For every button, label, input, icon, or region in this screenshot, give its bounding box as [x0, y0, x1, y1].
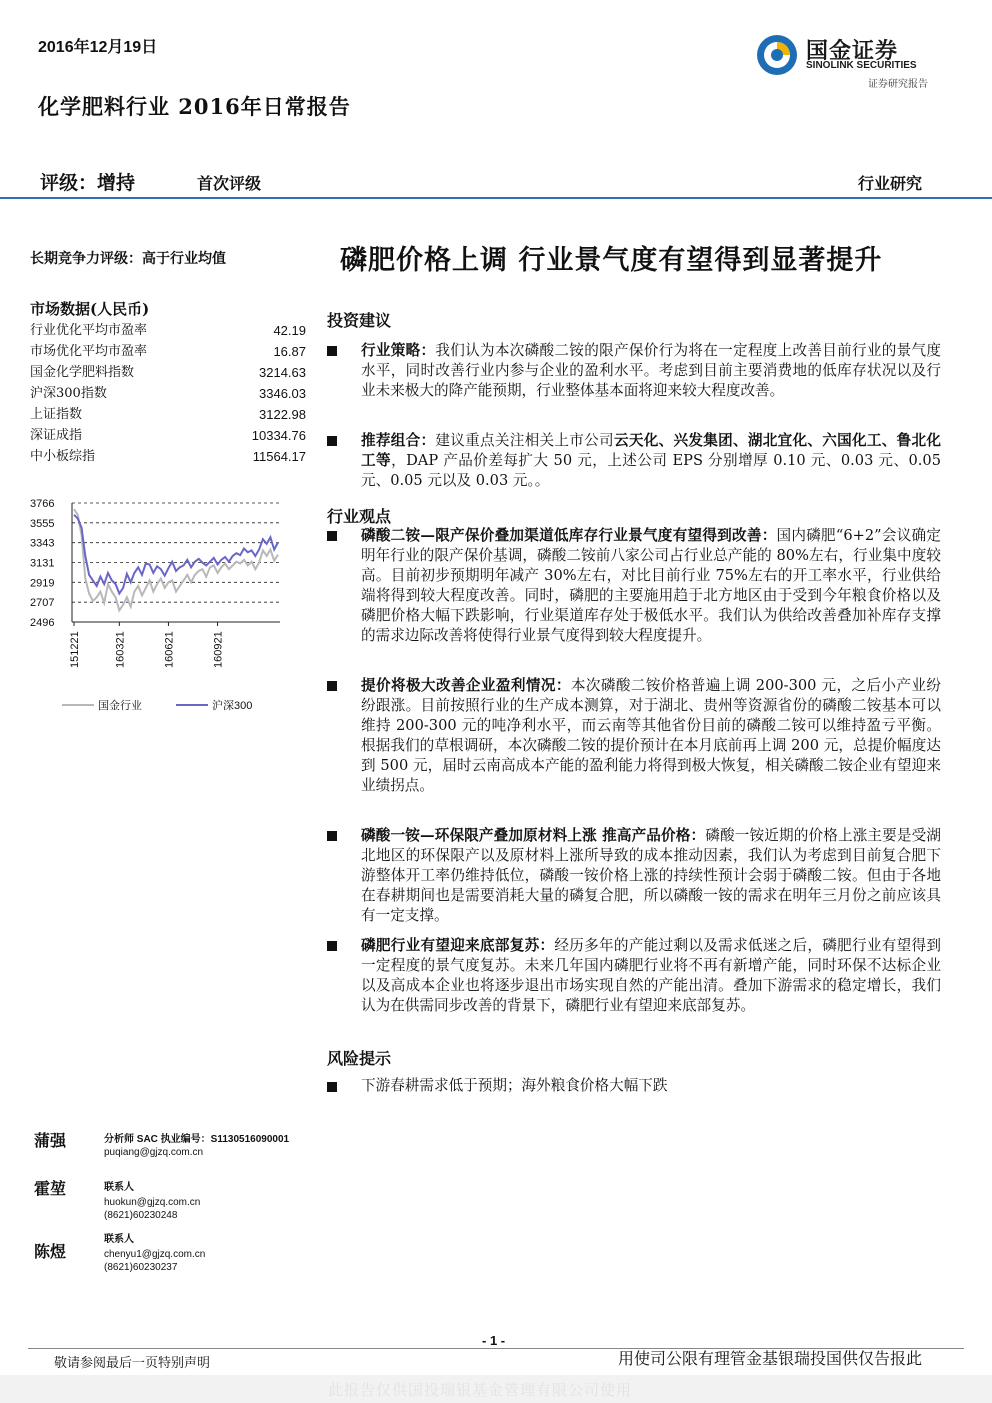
- paragraph-text: 国内磷肥“6+2”会议确定明年行业的限产保价基调，磷酸二铵前八家公司占行业总产能的 80%左右，行业集中度较高。目前初步预期明年减产 30%左右，对比目前行业 75%左右的开工率水平，行业供给端将得到较大程度改善。同时，磷肥的主要施用趋于北方地区由于受到今年粮食价格以及磷肥价格大幅下跌影响，行业渠道库存处于极低水平。我们认为供给改善叠加补库存支撑的需求边际改善将使得行业景气度得到较大程度提升。: [361, 527, 941, 644]
- footer-disclaimer: 敬请参阅最后一页特别声明: [54, 1356, 211, 1371]
- paragraph-text: 建议重点关注相关上市公司: [435, 432, 614, 449]
- viewpoint-paragraph: [361, 526, 941, 646]
- viewpoint-paragraph: [361, 826, 941, 926]
- analyst-email[interactable]: puqiang@gjzq.com.cn: [104, 1147, 204, 1158]
- logo-subtitle: 证券研究报告: [868, 79, 928, 90]
- y-tick-label: 3131: [30, 557, 55, 570]
- market-data-label: 上证指数: [30, 407, 83, 422]
- analyst-email[interactable]: chenyu1@gjzq.com.cn: [104, 1249, 206, 1260]
- long-term-rating: 长期竞争力评级：高于行业均值: [30, 251, 226, 267]
- section-heading-risk: 风险提示: [327, 1049, 392, 1068]
- market-data-label: 国金化学肥料指数: [30, 365, 135, 380]
- y-tick-label: 2496: [30, 617, 55, 629]
- market-data-title: 市场数据(人民币): [30, 300, 150, 318]
- investment-strategy-paragraph: [361, 341, 941, 401]
- analyst-role: 联系人: [104, 1234, 134, 1245]
- bullet-icon: [327, 1082, 337, 1092]
- analyst-name: 霍堃: [34, 1179, 67, 1198]
- analyst-role: 分析师 SAC 执业编号：S1130516090001: [104, 1134, 290, 1145]
- y-tick-label: 3343: [30, 537, 55, 550]
- watermark: 此报告仅供国投瑞银基金管理有限公司使用: [328, 1381, 633, 1399]
- bullet-icon: [327, 346, 337, 356]
- recommended-portfolio-paragraph: [361, 431, 941, 491]
- paragraph-text: 磷酸一铵近期的价格上涨主要是受湖北地区的环保限产以及原材料上涨所导致的成本推动因素，我们认为考虑到目前复合肥下游整体开工率仍维持低位，磷酸一铵价格上涨的持续性预计会弱于磷酸二铵。但由于各地在春耕期间也是需要消耗大量的磷复合肥，所以磷酸一铵的需求在明年三月份之前应该具有一定支撑。: [361, 827, 941, 924]
- market-data-row: [30, 383, 306, 404]
- market-data-value: 10334.76: [251, 428, 306, 443]
- market-data-label: 沪深300指数: [30, 386, 107, 401]
- series-line-hs300: [74, 515, 278, 594]
- recommended-companies: 云天化、兴发集团、湖北宜化、六国化工、鲁北化工等: [361, 432, 941, 469]
- analyst-info: [104, 1233, 205, 1274]
- market-data-row: [30, 320, 306, 341]
- viewpoint-paragraph: [361, 676, 941, 796]
- headline: 磷肥价格上调 行业景气度有望得到显著提升: [340, 245, 883, 276]
- market-data-row: [30, 404, 306, 425]
- report-category: 行业研究: [858, 174, 923, 193]
- analyst-info: [104, 1133, 289, 1159]
- bullet-icon: [327, 531, 337, 541]
- y-tick-label: 2707: [30, 597, 55, 610]
- market-data-table: [30, 320, 306, 467]
- report-date: 2016年12月19日: [38, 39, 158, 56]
- analyst-role: 联系人: [104, 1182, 134, 1193]
- market-data-row: [30, 425, 306, 446]
- paragraph-lead: 提价将极大改善企业盈利情况：: [361, 677, 571, 694]
- series-line-industry: [74, 509, 278, 610]
- performance-chart: [28, 492, 290, 722]
- risk-paragraph: 下游春耕需求低于预期；海外粮食价格大幅下跌: [361, 1077, 668, 1094]
- x-tick-label: 151221: [69, 631, 81, 668]
- y-tick-label: 3555: [30, 517, 55, 530]
- bullet-icon: [327, 681, 337, 691]
- market-data-value: 42.19: [273, 323, 306, 338]
- analyst-phone: (8621)60230237: [104, 1262, 178, 1273]
- market-data-value: 16.87: [273, 344, 306, 359]
- paragraph-lead: 磷酸二铵—限产保价叠加渠道低库存行业景气度有望得到改善：: [361, 527, 777, 544]
- bullet-icon: [327, 436, 337, 446]
- paragraph-text: 经历多年的产能过剩以及需求低迷之后，磷肥行业有望得到一定程度的景气度复苏。未来几年国内磷肥行业将不再有新增产能，同时环保不达标企业以及高成本企业也将逐步退出市场实现自然的产能出清。叠加下游需求的稳定增长，我们认为在供需同步改善的背景下，磷肥行业有望迎来底部复苏。: [361, 937, 941, 1014]
- logo-text-cn: 国金证券: [806, 38, 899, 63]
- report-title: 化学肥料行业 2016年日常报告: [38, 94, 351, 119]
- analyst-name: 陈煜: [34, 1242, 67, 1261]
- y-tick-label: 3766: [30, 498, 55, 510]
- market-data-value: 3346.03: [259, 386, 306, 401]
- market-data-value: 3122.98: [259, 407, 306, 422]
- legend-label-industry: 国金行业: [98, 700, 142, 712]
- market-data-row: [30, 362, 306, 383]
- paragraph-lead: 磷肥行业有望迎来底部复苏：: [361, 937, 555, 954]
- paragraph-lead: 推荐组合：: [361, 432, 436, 449]
- market-data-label: 市场优化平均市盈率: [30, 344, 148, 359]
- x-tick-label: 160921: [212, 631, 225, 668]
- sinolink-logo-icon: [756, 34, 798, 76]
- first-rating-label: 首次评级: [197, 174, 262, 193]
- section-heading-viewpoint: 行业观点: [327, 507, 392, 526]
- rating-label: 评级：增持: [40, 172, 136, 194]
- footer-license-text: 用使司公限有理管金基银瑞投国供仅告报此: [618, 1349, 923, 1368]
- legend-label-hs300: 沪深300: [212, 700, 253, 712]
- market-data-label: 中小板综指: [30, 449, 96, 464]
- market-data-row: [30, 446, 306, 467]
- market-data-row: [30, 341, 306, 362]
- bullet-icon: [327, 831, 337, 841]
- y-tick-label: 2919: [30, 577, 55, 590]
- paragraph-lead: 磷酸一铵—环保限产叠加原材料上涨 推高产品价格：: [361, 827, 706, 844]
- section-heading-investment: 投资建议: [327, 311, 392, 330]
- analyst-email[interactable]: huokun@gjzq.com.cn: [104, 1197, 201, 1208]
- x-tick-label: 160321: [114, 631, 127, 668]
- analyst-phone: (8621)60230248: [104, 1210, 178, 1221]
- paragraph-text: 本次磷酸二铵价格普遍上调 200-300 元，之后小产业纷纷跟涨。目前按照行业的生产成本测算，对于湖北、贵州等资源省份的磷酸二铵基本可以维持 200-300 元的吨净利水平，而云南等其他省份目前的磷酸二铵可以维持盈亏平衡。根据我们的草根调研，本次磷酸二铵的提价预计在本月底前再上调 200 元，总提价幅度达到 500 元，届时云南高成本产能的盈利能力将得到极大恢复，相关磷酸二铵企业有望迎来业绩拐点。: [361, 677, 941, 794]
- paragraph-lead: 行业策略：: [361, 342, 436, 359]
- header-divider: [0, 197, 992, 199]
- paragraph-text: ，DAP 产品价差每扩大 50 元，上述公司 EPS 分别增厚 0.10 元、0.03 元、0.05 元、0.05 元以及 0.03 元。。: [361, 452, 941, 489]
- paragraph-text: 我们认为本次磷酸二铵的限产保价行为将在一定程度上改善目前行业的景气度水平，同时改善行业内参与企业的盈利水平。考虑到目前主要消费地的低库存状况以及行业未来极大的降产能预期，行业整体基本面将迎来较大程度改善。: [361, 342, 941, 399]
- market-data-label: 深证成指: [30, 428, 83, 443]
- page-number: - 1 -: [482, 1333, 506, 1348]
- market-data-label: 行业优化平均市盈率: [30, 323, 148, 338]
- market-data-value: 11564.17: [252, 449, 306, 464]
- analyst-name: 蒲强: [34, 1131, 67, 1150]
- logo-text-en: SINOLINK SECURITIES: [806, 60, 917, 71]
- bullet-icon: [327, 941, 337, 951]
- market-data-value: 3214.63: [259, 365, 306, 380]
- x-tick-label: 160621: [163, 631, 176, 668]
- analyst-info: [104, 1181, 200, 1222]
- viewpoint-paragraph: [361, 936, 941, 1016]
